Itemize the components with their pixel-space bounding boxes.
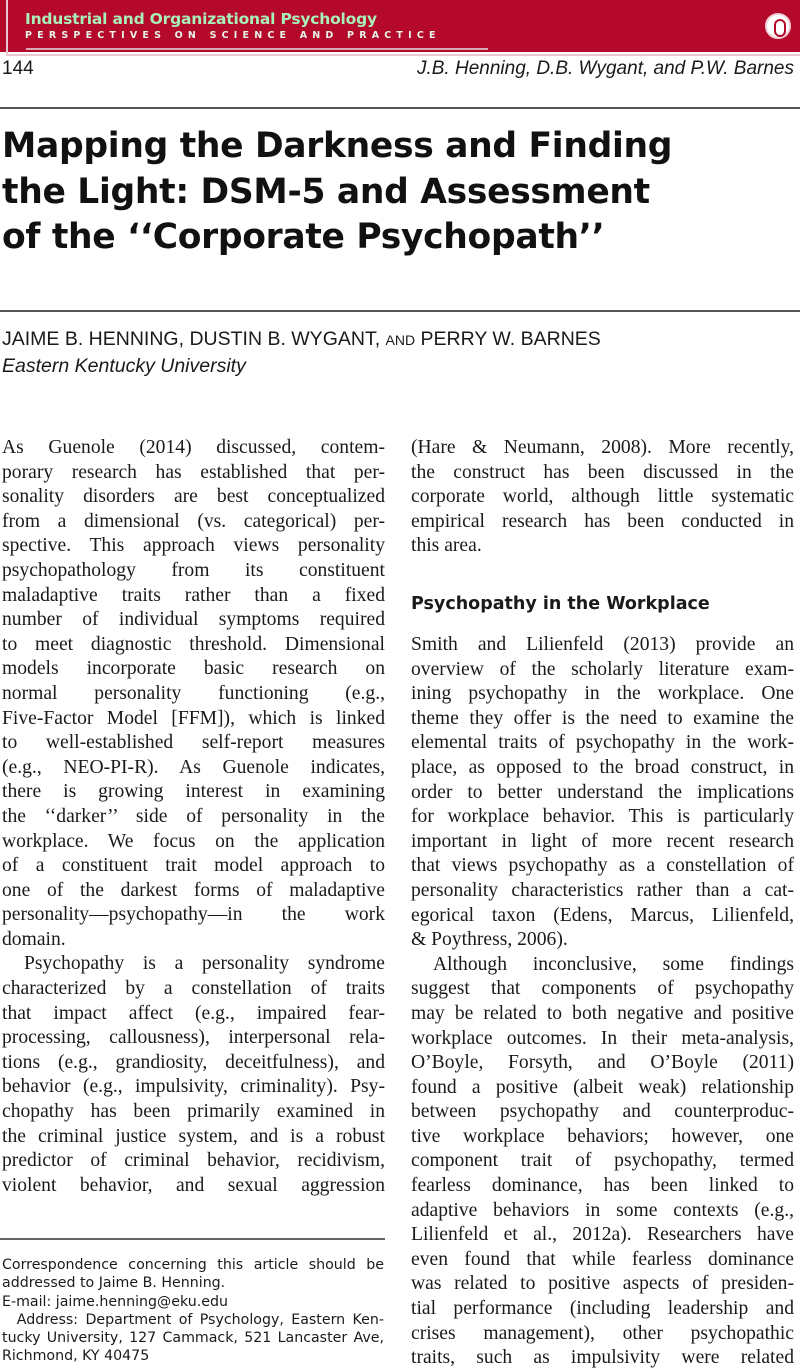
correspondence-footnote [2,1256,384,1366]
left-column [2,436,385,1198]
paragraph-line: violent behavior, and sexual aggression [2,1174,385,1196]
running-head-authors: J.B. Henning, D.B. Wygant, and P.W. Barnes [416,58,794,79]
right-column-intro [411,436,794,559]
paragraph-line: order to better understand the implications [411,781,794,803]
paragraph-line: sonality disorders are best conceptualized [2,486,385,508]
journal-name: Industrial and Organizational Psychology [25,10,377,28]
paragraph-line: models incorporate basic research on [2,658,385,680]
title-line: the Light: DSM-5 and Assessment [2,171,650,212]
footnote-line: Address: Department of Psychology, Eastern Ken- [2,1311,384,1328]
paragraph-line: As Guenole (2014) discussed, contem- [2,437,385,458]
paragraph-line: & Poythress, 2006). [411,929,568,951]
paragraph-line: to well-established self-report measures [2,732,385,754]
paragraph-line: (e.g., NEO-PI-R). As Guenole indicates, [2,756,385,778]
journal-logo-icon [765,13,791,39]
footnote-line[interactable]: E-mail: jaime.henning@eku.edu [2,1293,228,1310]
paragraph-line: between psychopathy and counterproduc- [411,1101,794,1123]
authors-text: PERRY W. BARNES [420,328,601,350]
authors-text: JAIME B. HENNING, DUSTIN B. WYGANT, [2,328,381,350]
paragraph-line: from a dimensional (vs. categorical) per- [2,510,385,532]
author-byline [2,328,601,351]
paragraph-line: that views psychopathy as a constellation of [411,855,794,877]
paragraph-line: processing, callousness), interpersonal rela- [2,1027,385,1049]
paragraph-line: tions (e.g., grandiosity, deceitfulness), and [2,1051,385,1073]
paragraph-line: even found that while fearless dominance [411,1248,794,1270]
paragraph-line: empirical research has been conducted in [411,510,794,532]
paragraph-line: chopathy has been primarily examined in [2,1101,385,1123]
paragraph-line: the construct has been discussed in the [411,461,794,483]
paragraph-line: Psychopathy is a personality syndrome [24,953,385,975]
paragraph-line: egorical taxon (Edens, Marcus, Lilienfeld, [411,904,794,926]
paragraph-line: (Hare & Neumann, 2008). More recently, [411,437,794,458]
paragraph-line: Smith and Lilienfeld (2013) provide an [411,634,794,655]
paragraph-line: that impact affect (e.g., impaired fear- [2,1002,385,1024]
footnote-line: Correspondence concerning this article should be [2,1257,384,1273]
paragraph-line: tive workplace behaviors; however, one [411,1125,794,1147]
paragraph-line: tial performance (including leadership and [411,1298,794,1320]
footnote-rule [0,1238,385,1240]
paragraph-line: one of the darkest forms of maladaptive [2,879,385,901]
section-heading: Psychopathy in the Workplace [411,594,710,614]
right-column-section [411,633,794,1371]
footnote-line: Richmond, KY 40475 [2,1348,150,1365]
paragraph-line: component trait of psychopathy, termed [411,1150,794,1172]
journal-subtitle: PERSPECTIVES ON SCIENCE AND PRACTICE [25,30,441,41]
journal-banner [0,0,800,52]
paragraph-line: corporate world, although little systematic [411,486,794,508]
paragraph-line: the ‘‘darker’’ side of personality in the [2,805,385,827]
footnote-line: addressed to Jaime B. Henning. [2,1275,226,1292]
paragraph-line: may be related to both negative and positive [411,1002,794,1024]
article-title [2,124,672,261]
paragraph-line: elemental traits of psychopathy in the work- [411,732,794,754]
paragraph-line: important in light of more recent research [411,830,794,852]
paragraph-line: psychopathology from its constituent [2,559,385,581]
paragraph-line: the criminal justice system, and is a robust [2,1125,385,1147]
paragraph-line: workplace outcomes. In their meta-analysis, [411,1027,794,1049]
paragraph-line: adaptive behaviors in some contexts (e.g., [411,1199,794,1221]
paragraph-line: porary research has established that per- [2,461,385,483]
paragraph-line: ining psychopathy in the workplace. One [411,683,794,705]
paragraph-line: O’Boyle, Forsyth, and O’Boyle (2011) [411,1052,794,1074]
paragraph-line: personality characteristics rather than a cat- [411,879,794,901]
paragraph-line: was related to positive aspects of presiden- [411,1273,794,1295]
paragraph-line: normal personality functioning (e.g., [2,682,385,704]
title-line: of the ‘‘Corporate Psychopath’’ [2,217,605,257]
banner-divider [26,48,488,50]
footnote-line: tucky University, 127 Cammack, 521 Lancaster Ave, [2,1330,384,1347]
title-top-rule [0,107,800,109]
paragraph-line: crises management), other psychopathic [411,1322,794,1344]
paragraph-line: suggest that components of psychopathy [411,978,794,1000]
paragraph-line: personality—psychopathy—in the work [2,904,385,926]
paragraph-line: characterized by a constellation of traits [2,978,385,1000]
paragraph-line: for workplace behavior. This is particularly [411,806,794,828]
page-number: 144 [2,58,34,79]
paragraph-line: fearless dominance, has been linked to [411,1175,794,1197]
paragraph-line: theme they offer is the need to examine the [411,707,794,729]
paragraph-line: spective. This approach views personality [2,535,385,557]
paragraph-line: workplace. We focus on the application [2,830,385,852]
paragraph-line: maladaptive traits rather than a fixed [2,584,385,606]
paragraph-line: number of individual symptoms required [2,609,385,631]
paragraph-line: of a constituent trait model approach to [2,855,385,877]
paragraph-line: Although inconclusive, some findings [433,953,794,975]
paragraph-line: there is growing interest in examining [2,781,385,803]
paragraph-line: Five-Factor Model [FFM]), which is linked [2,707,385,729]
paragraph-line: behavior (e.g., impulsivity, criminality). Psy- [2,1076,385,1098]
paragraph-line: this area. [411,535,482,557]
title-bottom-rule [0,310,800,312]
paragraph-line: to meet diagnostic threshold. Dimensional [2,633,385,655]
affiliation: Eastern Kentucky University [2,355,246,377]
title-line: Mapping the Darkness and Finding [2,126,673,166]
authors-and: AND [385,332,416,348]
paragraph-line: traits, such as impulsivity were related [411,1347,794,1369]
paragraph-line: place, as opposed to the broad construct, in [411,756,794,778]
paragraph-line: found a positive (albeit weak) relationship [411,1076,794,1098]
paragraph-line: predictor of criminal behavior, recidivism, [2,1150,385,1172]
paragraph-line: overview of the scholarly literature exam- [411,658,794,680]
paragraph-line: domain. [2,928,66,950]
paragraph-line: Lilienfeld et al., 2012a). Researchers have [411,1224,794,1246]
